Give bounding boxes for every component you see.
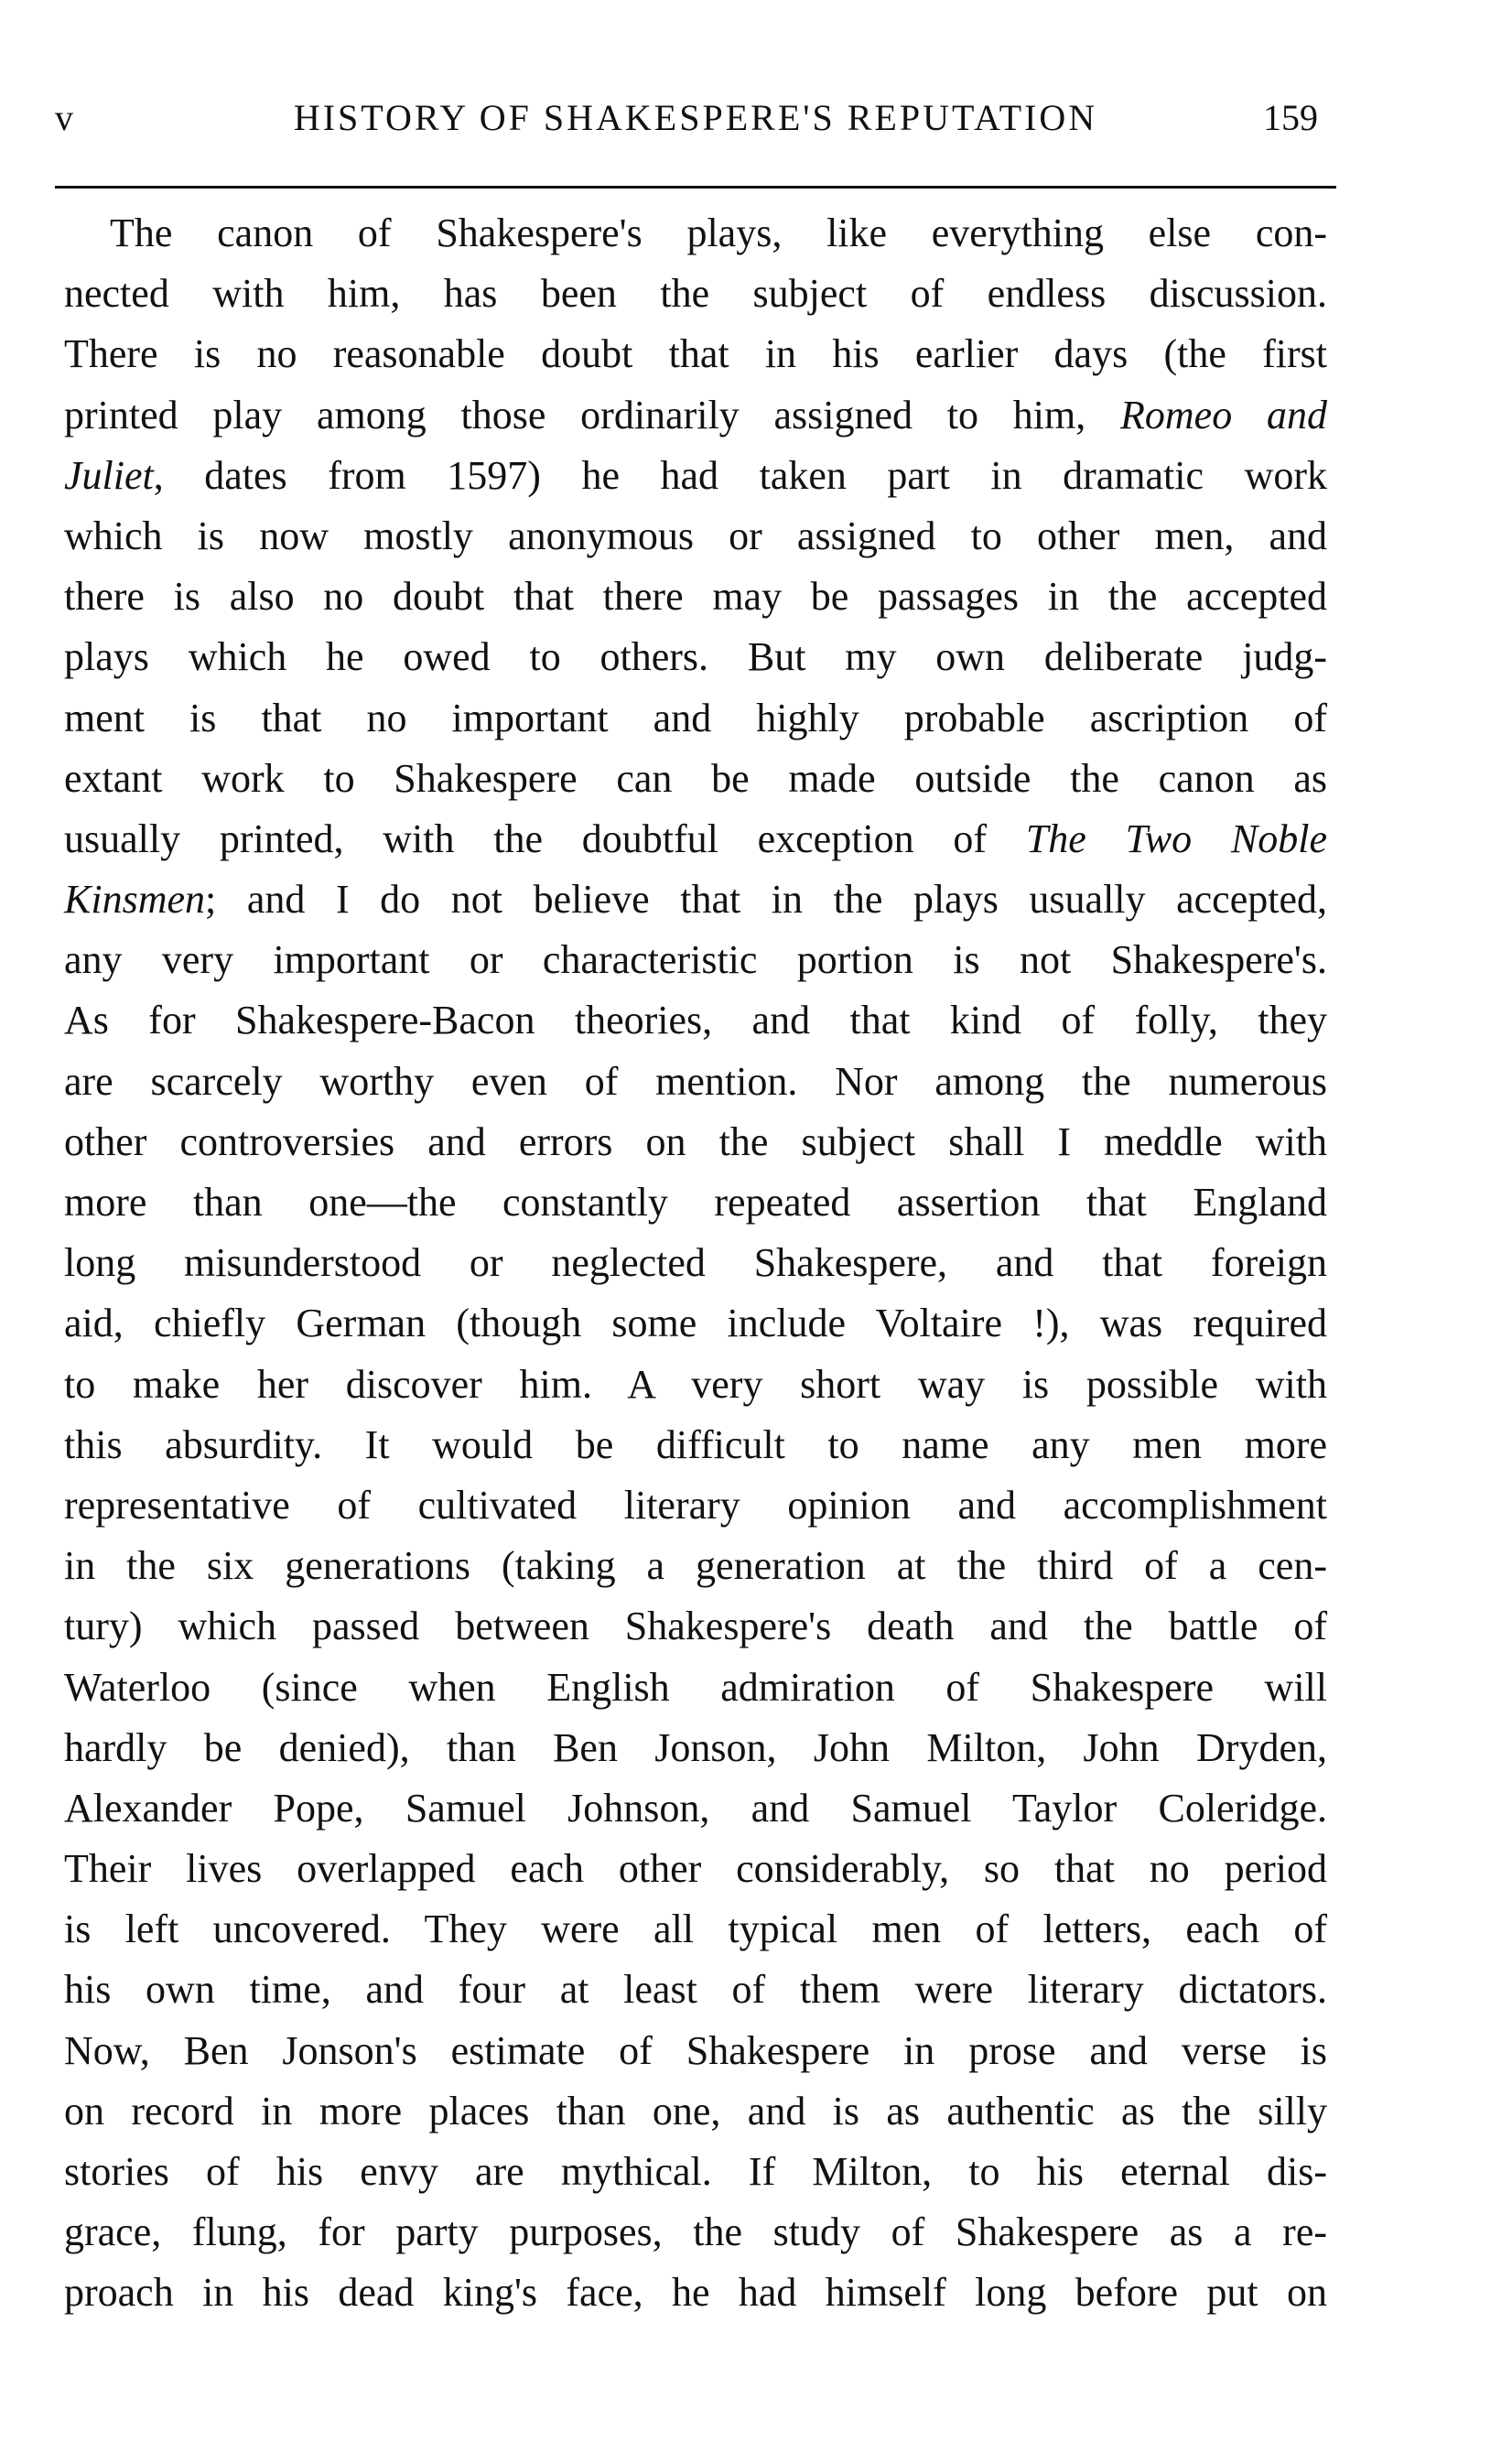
italic-title: Kinsmen (64, 877, 205, 923)
text-line (64, 2263, 1327, 2323)
text-segment: in the six generations (taking a generation at the third of a cen- (64, 1543, 1327, 1589)
italic-title: The Two Noble (1025, 816, 1327, 861)
running-header (55, 87, 1336, 151)
header-rule (55, 186, 1336, 189)
text-segment: to make her discover him. A very short way is possible with (64, 1361, 1327, 1407)
text-segment: there is also no doubt that there may be passages in the accepted (64, 574, 1327, 620)
text-line (64, 2142, 1327, 2202)
text-line (64, 1658, 1327, 1718)
text-segment: , dates from 1597) he had taken part in dramatic work (153, 452, 1327, 498)
text-line (64, 2081, 1327, 2142)
text-line (64, 1112, 1327, 1172)
text-segment: his own time, and four at least of them were literary dictators. (64, 1967, 1327, 2013)
text-line (64, 2202, 1327, 2263)
text-segment: is left uncovered. They were all typical men of letters, each of (64, 1907, 1327, 1952)
text-segment: hardly be denied), than Ben Jonson, John Milton, John Dryden, (64, 1724, 1327, 1770)
text-line (64, 2021, 1327, 2081)
text-segment: extant work to Shakespere can be made outside the canon as (64, 755, 1327, 801)
text-segment: this absurdity. It would be difficult to name any men more (64, 1421, 1327, 1467)
text-line (64, 385, 1327, 446)
text-line (64, 749, 1327, 809)
text-segment: plays which he owed to others. But my own deliberate judg- (64, 634, 1327, 680)
text-segment: any very important or characteristic portion is not Shakespere's. (64, 937, 1327, 983)
body-paragraph (64, 203, 1327, 2324)
text-segment: ment is that no important and highly probable ascription of (64, 695, 1327, 740)
text-segment: aid, chiefly German (though some include Voltaire !), was required (64, 1301, 1327, 1346)
text-segment: on record in more places than one, and is as authentic as the silly (64, 2088, 1327, 2134)
text-segment: proach in his dead king's face, he had himself long before put on (64, 2270, 1327, 2316)
text-line (64, 990, 1327, 1051)
text-segment: As for Shakespere-Bacon theories, and that kind of folly, they (64, 998, 1327, 1043)
text-line (64, 1172, 1327, 1233)
text-segment: tury) which passed between Shakespere's death and the battle of (64, 1604, 1327, 1649)
chapter-number: v (55, 97, 73, 138)
page-number: 159 (1263, 97, 1318, 138)
italic-title: Romeo and (1120, 392, 1327, 438)
text-line (64, 1899, 1327, 1960)
text-segment: Their lives overlapped each other considerably, so that no period (64, 1846, 1327, 1892)
text-segment: grace, flung, for party purposes, the study of Shakespere as a re- (64, 2209, 1327, 2255)
text-line (64, 1233, 1327, 1293)
text-segment: are scarcely worthy even of mention. Nor among the numerous (64, 1058, 1327, 1104)
text-segment: usually printed, with the doubtful exception of (64, 816, 1026, 861)
text-line (64, 446, 1327, 506)
text-segment: Waterloo (since when English admiration of Shakespere will (64, 1664, 1327, 1710)
text-segment: The canon of Shakespere's plays, like everything else con- (110, 211, 1327, 255)
text-segment: ; and I do not believe that in the plays usually accepted, (205, 877, 1327, 923)
text-segment: Alexander Pope, Samuel Johnson, and Samuel Taylor Coleridge. (64, 1785, 1327, 1831)
text-line (64, 506, 1327, 567)
text-line (64, 1596, 1327, 1657)
text-line (64, 1415, 1327, 1475)
text-line (64, 1293, 1327, 1354)
text-line (64, 627, 1327, 687)
text-line (64, 1355, 1327, 1415)
text-line (64, 1839, 1327, 1899)
running-title: HISTORY OF SHAKESPERE'S REPUTATION (293, 97, 1098, 138)
text-line (64, 870, 1327, 930)
text-segment: long misunderstood or neglected Shakespere, and that foreign (64, 1240, 1327, 1286)
text-segment: other controversies and errors on the subject shall I meddle with (64, 1118, 1327, 1164)
text-line (64, 1778, 1327, 1839)
text-line (64, 1052, 1327, 1112)
text-segment: nected with him, has been the subject of endless discussion. (64, 271, 1327, 317)
text-segment: There is no reasonable doubt that in his earlier days (the first (64, 331, 1327, 377)
text-segment: Now, Ben Jonson's estimate of Shakespere in prose and verse is (64, 2027, 1327, 2073)
text-line (64, 809, 1327, 870)
text-line (64, 1475, 1327, 1536)
italic-title: Juliet (64, 452, 154, 498)
text-segment: more than one—the constantly repeated assertion that England (64, 1180, 1327, 1225)
text-segment: which is now mostly anonymous or assigned to other men, and (64, 513, 1327, 558)
text-line (64, 203, 1327, 264)
text-line (64, 1718, 1327, 1778)
text-line (64, 930, 1327, 990)
text-segment: printed play among those ordinarily assigned to him, (64, 392, 1121, 438)
text-line (64, 1960, 1327, 2020)
text-line (64, 688, 1327, 749)
text-segment: representative of cultivated literary opinion and accomplishment (64, 1482, 1327, 1528)
text-line (64, 567, 1327, 627)
text-line (64, 324, 1327, 384)
text-segment: stories of his envy are mythical. If Milton, to his eternal dis- (64, 2149, 1327, 2194)
text-line (64, 1536, 1327, 1596)
text-line (64, 264, 1327, 324)
